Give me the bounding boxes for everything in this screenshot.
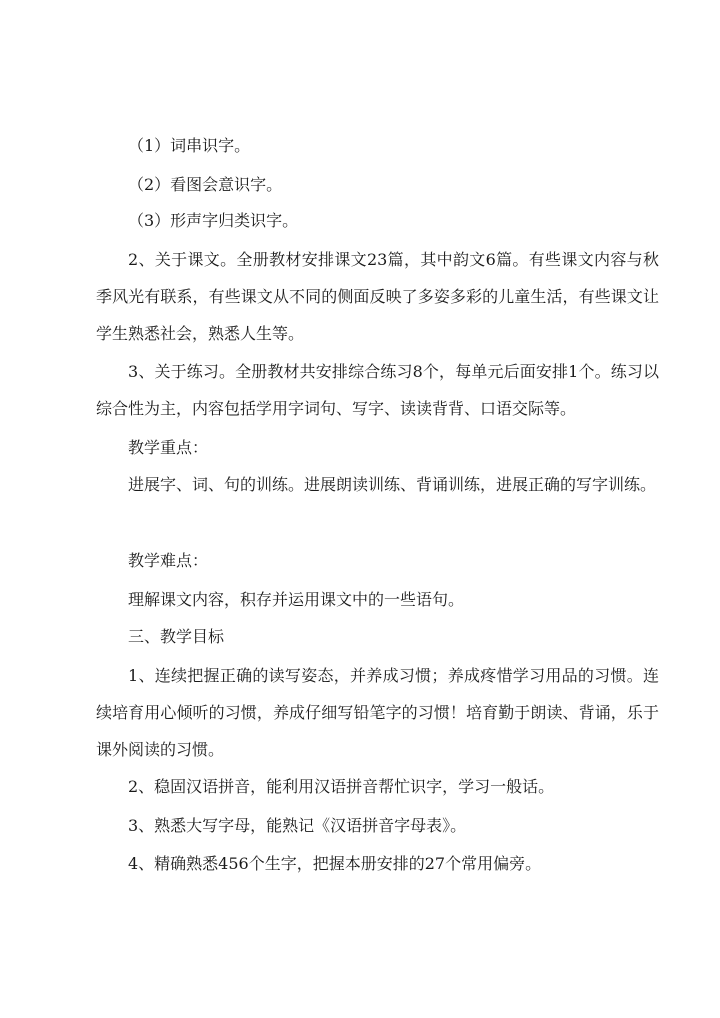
paragraph-texts: 2、关于课文。全册教材安排课文23篇，其中韵文6篇。有些课文内容与秋季风光有联系，有些课文从不同的侧面反映了多姿多彩的儿童生活，有些课文让学生熟悉社会，熟悉人生等。 (96, 250, 659, 343)
paragraph-teaching-focus: 进展字、词、句的训练。进展朗读训练、背诵训练，进展正确的写字训练。 (128, 475, 657, 494)
heading-teaching-difficulty: 教学难点： (128, 551, 209, 570)
goal-item-4: 4、精确熟悉456个生字，把握本册安排的27个常用偏旁。 (128, 854, 542, 873)
paragraph-teaching-difficulty: 理解课文内容，积存并运用课文中的一些语句。 (128, 590, 465, 609)
list-item-word-string-literacy: （1）词串识字。 (128, 136, 251, 155)
goal-item-1: 1、连续把握正确的读写姿态，并养成习惯；养成疼惜学习用品的习惯。连续培育用心倾听的习惯，养成仔细写铅笔字的习惯！培育勤于朗读、背诵，乐于课外阅读的习惯。 (96, 666, 659, 759)
heading-teaching-focus: 教学重点： (128, 438, 209, 457)
section-teaching-goals: 三、教学目标 (128, 627, 225, 646)
goal-item-2: 2、稳固汉语拼音，能利用汉语拼音帮忙识字，学习一般话。 (128, 777, 555, 796)
paragraph-exercises: 3、关于练习。全册教材共安排综合练习8个，每单元后面安排1个。练习以综合性为主，内容包括学用字词句、写字、读读背背、口语交际等。 (96, 362, 659, 418)
list-item-picture-literacy: （2）看图会意识字。 (128, 175, 283, 194)
list-item-phonetic-literacy: （3）形声字归类识字。 (128, 211, 299, 230)
goal-item-3: 3、熟悉大写字母，能熟记《汉语拼音字母表》。 (128, 816, 467, 835)
